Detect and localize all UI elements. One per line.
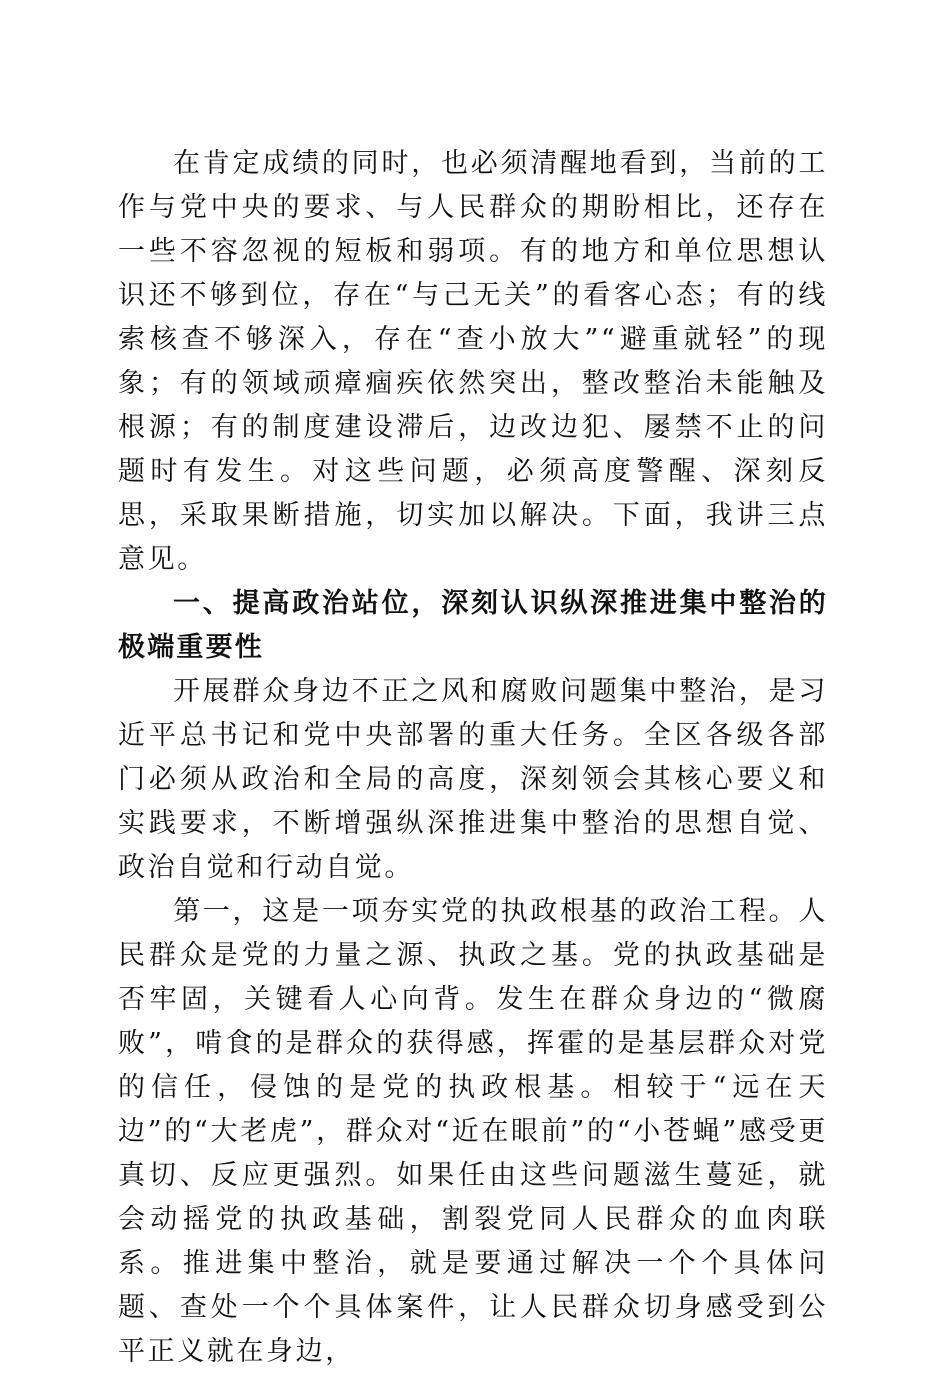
section-heading-1: 一、提高政治站位，深刻认识纵深推进集中整治的极端重要性 [118, 588, 828, 663]
paragraph-task-overview: 开展群众身边不正之风和腐败问题集中整治，是习近平总书记和党中央部署的重大任务。全区各级各部门必须从政治和全局的高度，深刻领会其核心要义和实践要求，不断增强纵深推进集中整治的思想自觉、政治自觉和行动自觉。 [118, 676, 828, 883]
paragraph-first-point: 第一，这是一项夯实党的执政根基的政治工程。人民群众是党的力量之源、执政之基。党的执政基础是否牢固，关键看人心向背。发生在群众身边的“微腐败”，啃食的是群众的获得感，挥霍的是基层群众对党的信任，侵蚀的是党的执政根基。相较于“远在天边”的“大老虎”，群众对“近在眼前”的“小苍蝇”感受更真切、反应更强烈。如果任由这些问题滋生蔓延，就会动摇党的执政基础，割裂党同人民群众的血肉联系。推进集中整治，就是要通过解决一个个具体问题、查处一个个具体案件，让人民群众切身感受到公平正义就在身边， [118, 896, 828, 1367]
document-page [118, 142, 828, 1374]
paragraph-shortcomings: 在肯定成绩的同时，也必须清醒地看到，当前的工作与党中央的要求、与人民群众的期盼相比，还存在一些不容忽视的短板和弱项。有的地方和单位思想认识还不够到位，存在“与己无关”的看客心态；有的线索核查不够深入，存在“查小放大”“避重就轻”的现象；有的领域顽瘴痼疾依然突出，整改整治未能触及根源；有的制度建设滞后，边改边犯、屡禁不止的问题时有发生。对这些问题，必须高度警醒、深刻反思，采取果断措施，切实加以解决。下面，我讲三点意见。 [118, 148, 828, 575]
